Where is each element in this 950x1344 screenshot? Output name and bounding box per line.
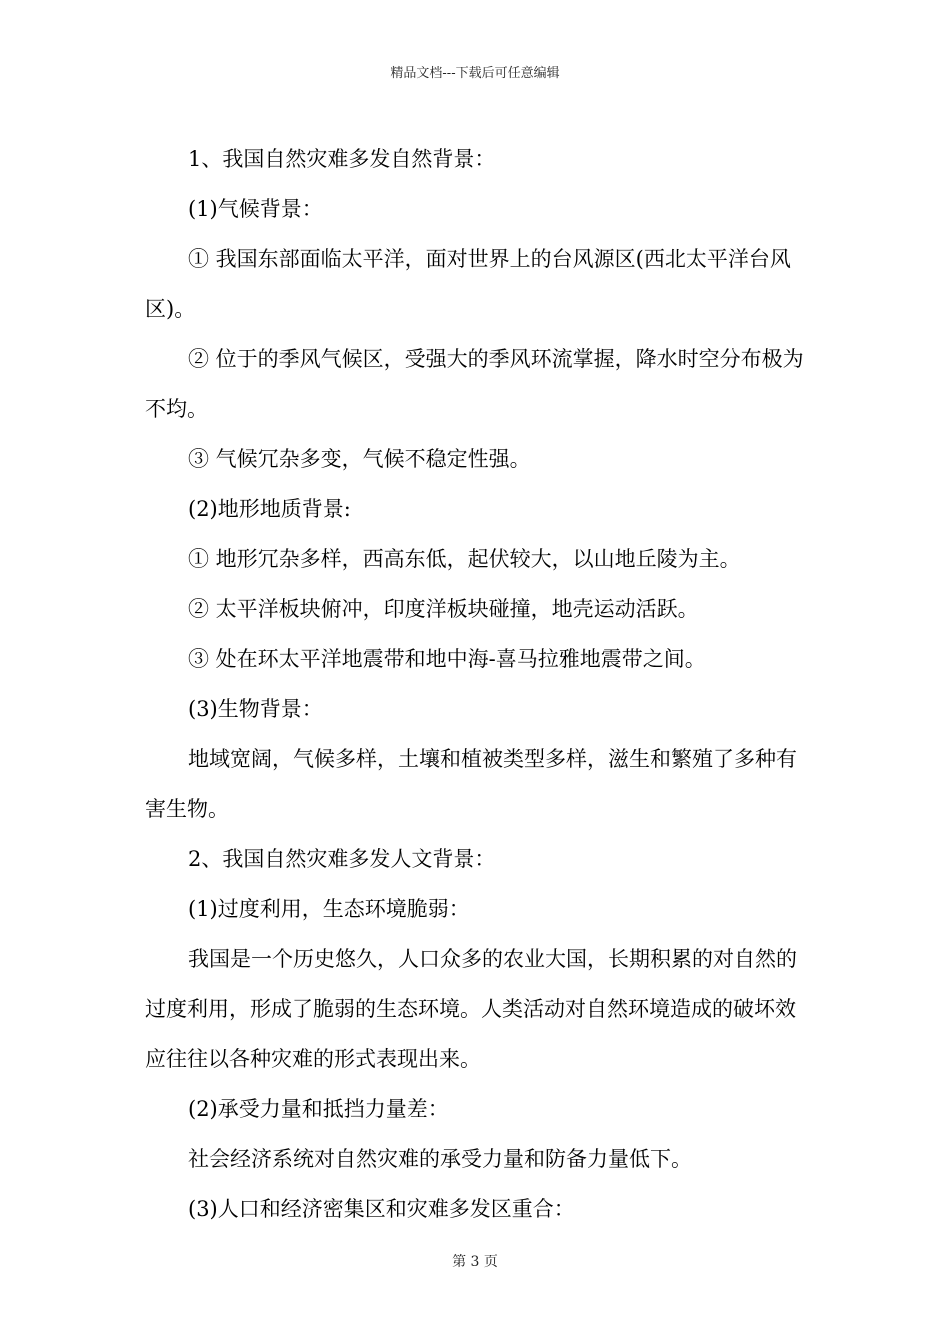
page-header: 精品文档---下载后可任意编辑 (390, 66, 560, 81)
overuse-heading: (1)过度利用，生态环境脆弱： (188, 897, 470, 921)
capacity-heading: (2)承受力量和抵挡力量差： (188, 1097, 449, 1121)
population-overlap-heading: (3)人口和经济密集区和灾难多发区重合： (188, 1197, 575, 1221)
climate-point-2: ② 位于的季风气候区，受强大的季风环流掌握，降水时空分布极为不均。 (145, 347, 804, 421)
document-body (145, 134, 808, 1234)
page-number: 第 3 页 (452, 1254, 498, 1270)
terrain-background-heading: (2)地形地质背景: (188, 497, 351, 521)
biology-paragraph: 地域宽阔，气候多样，土壤和植被类型多样，滋生和繁殖了多种有害生物。 (145, 747, 797, 821)
climate-point-1: ① 我国东部面临太平洋，面对世界上的台风源区(西北太平洋台风区)。 (145, 247, 791, 321)
terrain-point-2: ② 太平洋板块俯冲，印度洋板块碰撞，地壳运动活跃。 (188, 597, 699, 621)
climate-background-heading: (1)气候背景： (188, 197, 323, 221)
capacity-paragraph: 社会经济系统对自然灾难的承受力量和防备力量低下。 (188, 1147, 692, 1171)
climate-point-3: ③ 气候冗杂多变，气候不稳定性强。 (188, 447, 531, 471)
terrain-point-1: ① 地形冗杂多样，西高东低，起伏较大，以山地丘陵为主。 (188, 547, 741, 571)
biology-background-heading: (3)生物背景： (188, 697, 323, 721)
overuse-paragraph: 我国是一个历史悠久，人口众多的农业大国，长期积累的对自然的过度利用，形成了脆弱的生态环境。人类活动对自然环境造成的破坏效应往往以各种灾难的形式表现出来。 (145, 947, 797, 1071)
section-1-heading: 1、我国自然灾难多发自然背景： (188, 147, 496, 171)
section-2-heading: 2、我国自然灾难多发人文背景： (188, 847, 496, 871)
terrain-point-3: ③ 处在环太平洋地震带和地中海-喜马拉雅地震带之间。 (188, 647, 706, 671)
